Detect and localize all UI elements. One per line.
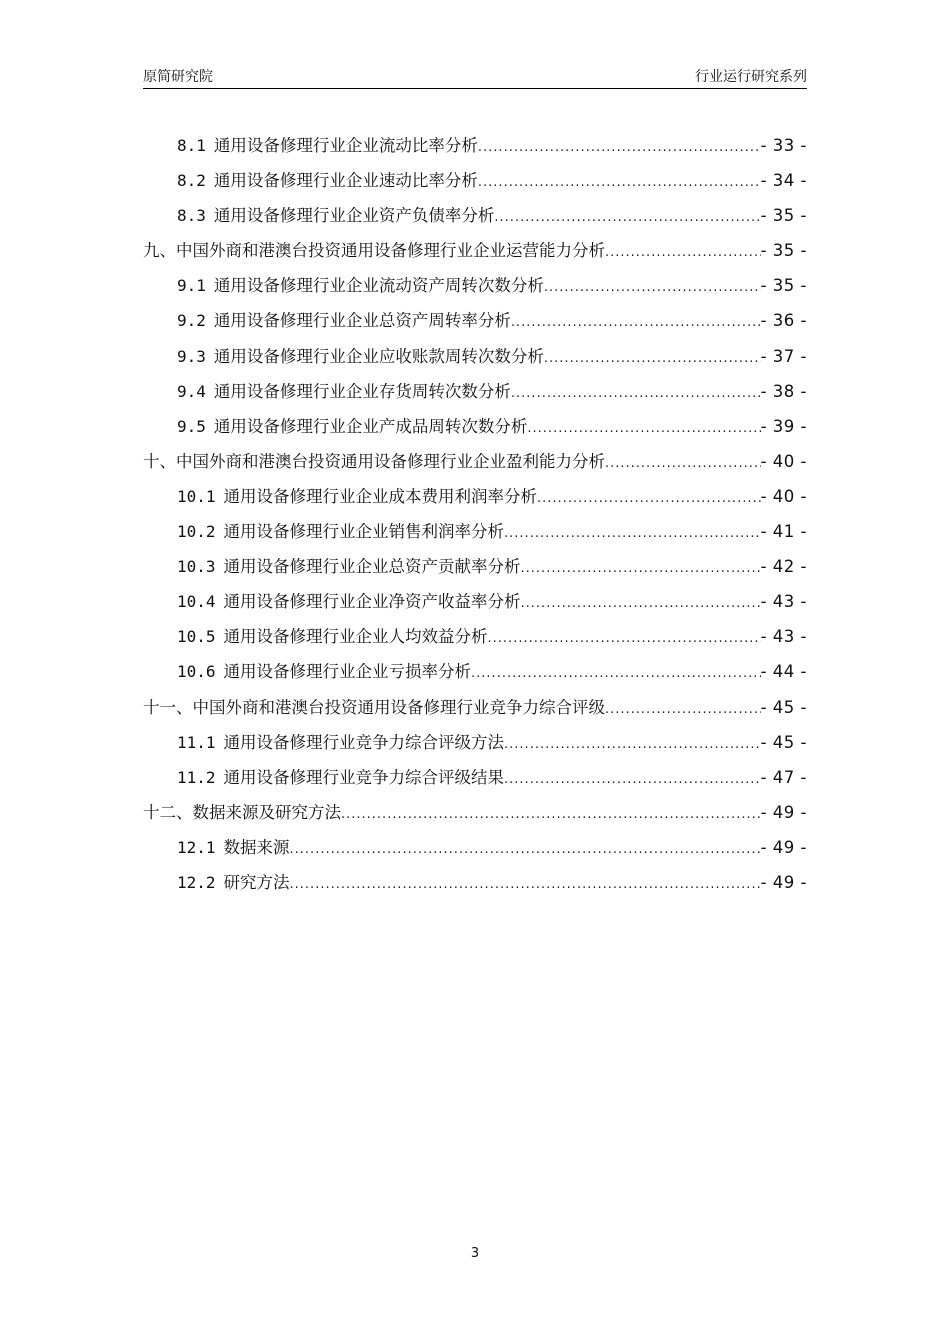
toc-entry[interactable] (143, 444, 807, 479)
toc-entry[interactable] (143, 303, 807, 338)
toc-dot-leader (471, 656, 761, 691)
toc-entry-page: - 41 - (760, 522, 807, 542)
toc-entry-title: 通用设备修理行业竞争力综合评级方法 (223, 732, 505, 752)
toc-entry-number: 8.3 (177, 206, 206, 226)
toc-entry-page: - 45 - (760, 697, 807, 717)
toc-entry-page: - 38 - (760, 381, 807, 401)
toc-dot-leader (504, 727, 761, 762)
toc-entry[interactable] (143, 725, 807, 760)
toc-entry-title: 通用设备修理行业企业产成品周转次数分析 (213, 416, 528, 436)
toc-entry-page: - 40 - (760, 451, 807, 471)
toc-dot-leader (605, 235, 761, 270)
toc-dot-leader (290, 867, 761, 902)
toc-entry[interactable] (143, 760, 807, 795)
toc-entry[interactable] (143, 339, 807, 374)
toc-dot-leader (478, 165, 761, 200)
toc-entry-page: - 49 - (760, 802, 807, 822)
toc-entry[interactable] (143, 514, 807, 549)
toc-entry-page: - 49 - (760, 837, 807, 857)
toc-dot-leader (494, 200, 760, 235)
toc-entry-number: 10.4 (177, 592, 216, 612)
toc-entry-page: - 45 - (760, 732, 807, 752)
toc-entry[interactable] (143, 268, 807, 303)
toc-entry[interactable] (143, 163, 807, 198)
header-org-name: 原简研究院 (143, 69, 213, 85)
toc-entry-page: - 39 - (760, 416, 807, 436)
toc-entry-title: 通用设备修理行业企业人均效益分析 (223, 627, 488, 647)
toc-dot-leader (290, 832, 761, 867)
toc-entry-number: 9.1 (177, 276, 206, 296)
toc-entry-title: 通用设备修理行业企业总资产贡献率分析 (223, 557, 521, 577)
toc-entry-title: 通用设备修理行业企业资产负债率分析 (213, 206, 495, 226)
toc-entry[interactable] (143, 128, 807, 163)
toc-entry-title: 通用设备修理行业企业流动资产周转次数分析 (213, 276, 544, 296)
toc-entry-title: 数据来源 (223, 837, 290, 857)
toc-dot-leader (537, 481, 761, 516)
toc-entry-title: 十二、数据来源及研究方法 (143, 802, 341, 822)
toc-entry-number: 11.2 (177, 767, 216, 787)
toc-entry-number: 9.5 (177, 416, 206, 436)
toc-entry-page: - 37 - (760, 346, 807, 366)
toc-entry-title: 研究方法 (223, 872, 290, 892)
toc-entry-title: 通用设备修理行业企业流动比率分析 (213, 136, 478, 155)
toc-entry[interactable] (143, 409, 807, 444)
toc-entry-number: 10.3 (177, 557, 216, 577)
toc-entry-title: 通用设备修理行业企业亏损率分析 (223, 662, 472, 682)
toc-dot-leader (544, 341, 761, 376)
toc-entry-title: 通用设备修理行业企业应收账款周转次数分析 (213, 346, 544, 366)
toc-entry[interactable] (143, 830, 807, 865)
toc-dot-leader (544, 270, 761, 305)
toc-entry-number: 10.1 (177, 486, 216, 506)
toc-entry-title: 通用设备修理行业企业速动比率分析 (213, 171, 478, 191)
toc-entry-title: 通用设备修理行业企业成本费用利润率分析 (223, 486, 538, 506)
toc-entry-page: - 43 - (760, 592, 807, 612)
toc-entry-title: 通用设备修理行业企业销售利润率分析 (223, 522, 505, 542)
toc-entry-page: - 40 - (760, 486, 807, 506)
toc-entry[interactable] (143, 374, 807, 409)
toc-entry-page: - 44 - (760, 662, 807, 682)
toc-entry-number: 10.2 (177, 522, 216, 542)
toc-entry[interactable] (143, 479, 807, 514)
toc-entry-number: 10.5 (177, 627, 216, 647)
toc-dot-leader (504, 516, 761, 551)
toc-entry-page: - 35 - (760, 241, 807, 261)
toc-entry-page: - 43 - (760, 627, 807, 647)
toc-dot-leader (504, 762, 761, 797)
toc-entry-page: - 35 - (760, 206, 807, 226)
toc-entry-number: 8.2 (177, 171, 206, 191)
toc-entry[interactable] (143, 865, 807, 900)
header-series-name: 行业运行研究系列 (695, 69, 807, 85)
page-number: 3 (470, 1246, 480, 1261)
toc-entry[interactable] (143, 584, 807, 619)
toc-dot-leader (521, 586, 761, 621)
toc-entry-page: - 35 - (760, 276, 807, 296)
toc-entry-page: - 47 - (760, 767, 807, 787)
toc-entry-title: 十、中国外商和港澳台投资通用设备修理行业企业盈利能力分析 (143, 451, 605, 471)
toc-entry-title: 通用设备修理行业企业总资产周转率分析 (213, 311, 511, 331)
toc-entry-page: - 34 - (760, 171, 807, 191)
toc-entry-title: 通用设备修理行业竞争力综合评级结果 (223, 767, 505, 787)
toc-dot-leader (605, 446, 761, 481)
toc-dot-leader (605, 692, 761, 727)
toc-entry-page: - 49 - (760, 872, 807, 892)
toc-entry-number: 8.1 (177, 136, 206, 155)
toc-entry-page: - 42 - (760, 557, 807, 577)
toc-entry-number: 10.6 (177, 662, 216, 682)
toc-dot-leader (488, 621, 761, 656)
toc-entry-number: 12.1 (177, 837, 216, 857)
table-of-contents (143, 128, 807, 900)
toc-entry-number: 9.4 (177, 381, 206, 401)
toc-entry-number: 9.3 (177, 346, 206, 366)
page-header (143, 66, 807, 89)
toc-entry-page: - 36 - (760, 311, 807, 331)
toc-entry-page: - 33 - (760, 136, 807, 155)
toc-entry[interactable] (143, 795, 807, 830)
toc-entry[interactable] (143, 619, 807, 654)
toc-entry[interactable] (143, 233, 807, 268)
toc-dot-leader (521, 551, 761, 586)
toc-entry-title: 十一、中国外商和港澳台投资通用设备修理行业竞争力综合评级 (143, 697, 605, 717)
toc-dot-leader (341, 797, 761, 832)
toc-entry[interactable] (143, 549, 807, 584)
toc-dot-leader (511, 305, 761, 340)
toc-entry-number: 12.2 (177, 872, 216, 892)
toc-dot-leader (511, 376, 761, 411)
toc-entry-title: 九、中国外商和港澳台投资通用设备修理行业企业运营能力分析 (143, 241, 605, 261)
toc-entry-title: 通用设备修理行业企业净资产收益率分析 (223, 592, 521, 612)
toc-entry-title: 通用设备修理行业企业存货周转次数分析 (213, 381, 511, 401)
toc-entry[interactable] (143, 654, 807, 689)
toc-dot-leader (527, 411, 760, 446)
toc-entry[interactable] (143, 690, 807, 725)
toc-dot-leader (478, 130, 761, 165)
toc-entry-number: 9.2 (177, 311, 206, 331)
toc-entry-number: 11.1 (177, 732, 216, 752)
toc-entry[interactable] (143, 198, 807, 233)
